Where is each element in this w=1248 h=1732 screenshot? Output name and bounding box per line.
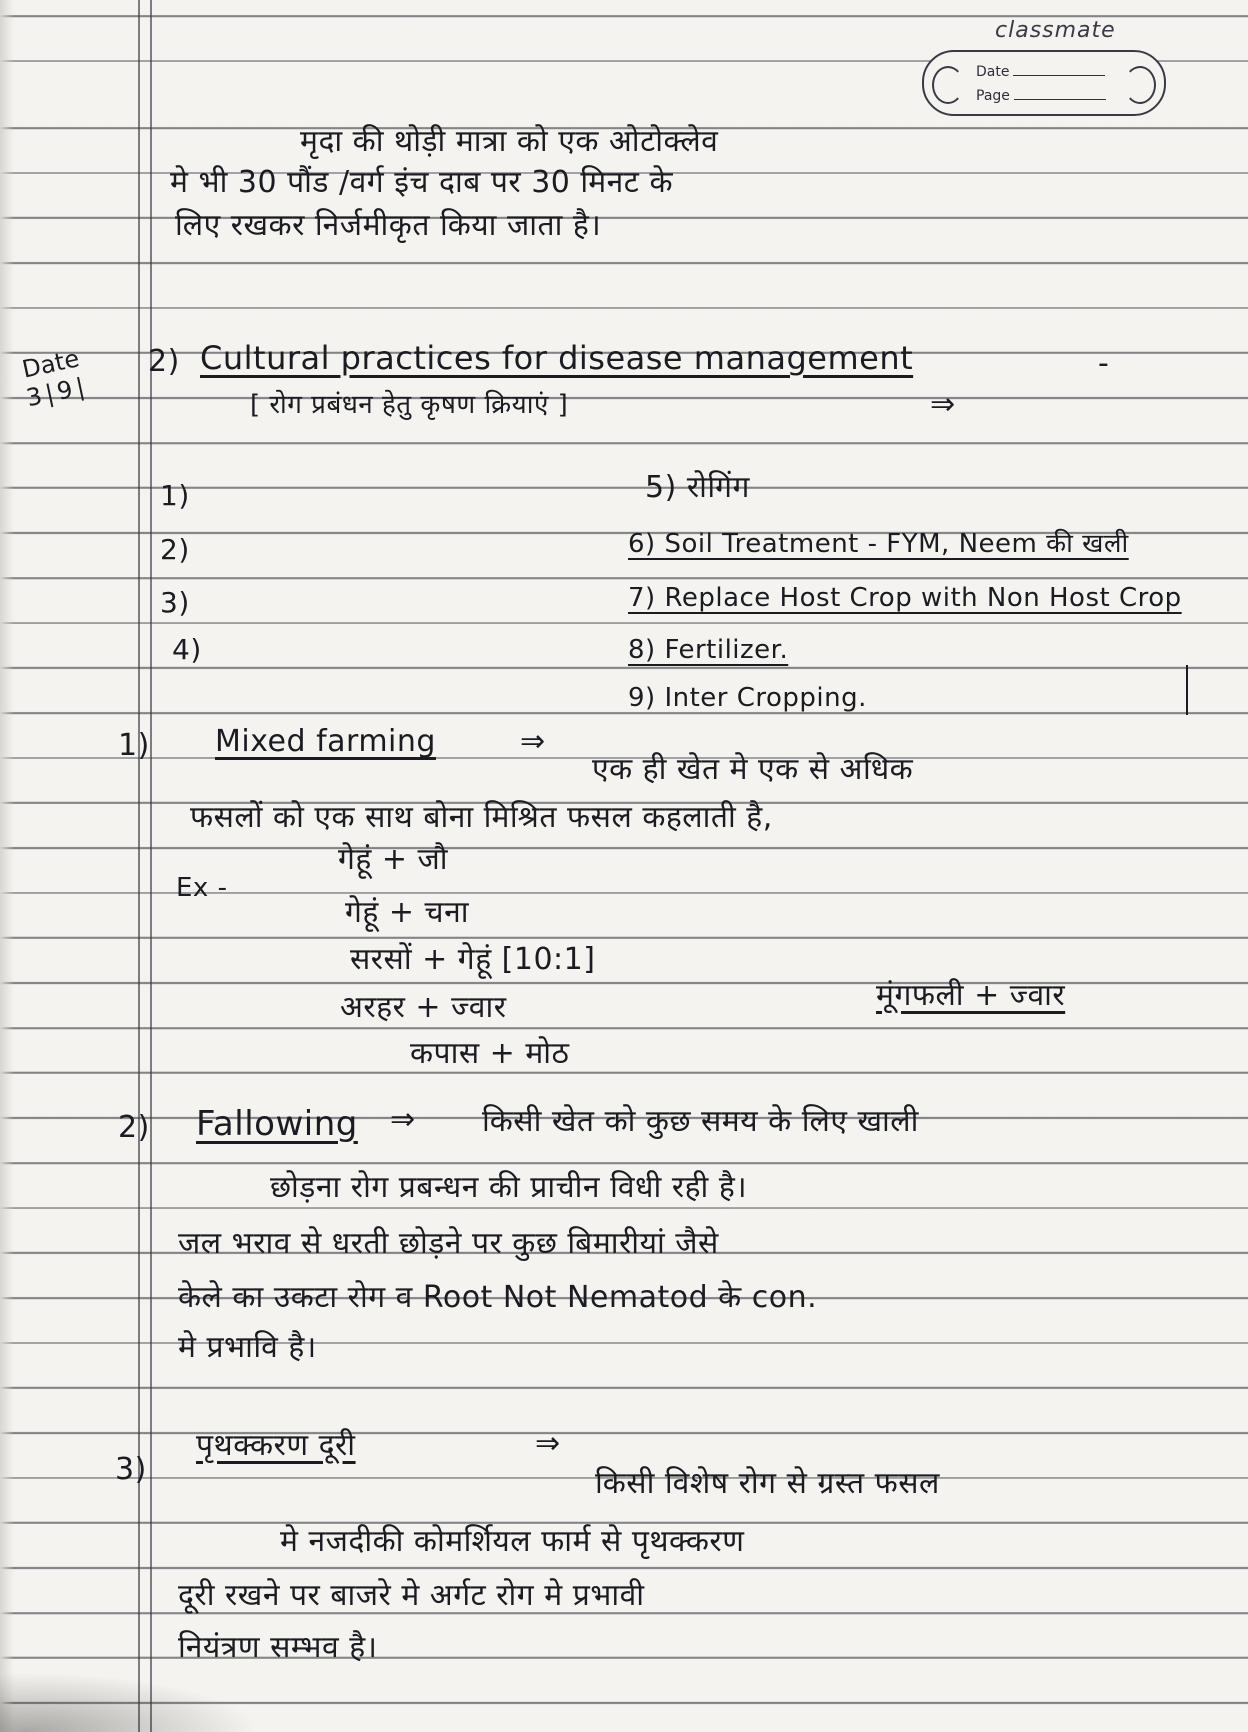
isolation-arrow: ⇒ xyxy=(535,1426,561,1461)
isolation-line-4: नियंत्रण सम्भव है। xyxy=(178,1630,378,1665)
isolation-line-1: किसी विशेष रोग से ग्रस्त फसल xyxy=(595,1466,940,1501)
mixed-text-2: फसलों को एक साथ बोना मिश्रित फसल कहलाती है, xyxy=(190,800,773,835)
list-item-9: 9) Inter Cropping. xyxy=(628,683,867,713)
list-num-4: 4) xyxy=(172,633,202,666)
isolation-line-2: मे नजदीकी कोमर्शियल फार्म से पृथक्करण xyxy=(280,1524,745,1559)
mixed-title: Mixed farming xyxy=(215,724,436,759)
fallowing-line-5: मे प्रभावि है। xyxy=(178,1330,317,1365)
brand-logo: classmate xyxy=(995,18,1116,43)
list-item-8: 8) Fertilizer. xyxy=(628,635,789,665)
ex-label: Ex - xyxy=(176,873,228,903)
isolation-title: पृथक्करण दूरी xyxy=(196,1428,356,1463)
page-field: Page xyxy=(976,88,1106,104)
page-edge-shadow xyxy=(0,0,14,1732)
section-dash: - xyxy=(1098,346,1110,381)
date-field: Date xyxy=(976,64,1105,80)
example-1: गेहूं + जौ xyxy=(338,842,449,877)
side-date-value: 3|9| xyxy=(23,371,91,413)
example-2: गेहूं + चना xyxy=(345,895,469,930)
list-num-2: 2) xyxy=(160,533,190,566)
intro-line-2: मे भी 30 पौंड /वर्ग इंच दाब पर 30 मिनट के xyxy=(170,165,673,200)
list-num-3: 3) xyxy=(160,586,190,619)
date-page-box xyxy=(922,50,1166,116)
side-date-label: Date xyxy=(19,344,82,384)
intro-line-3: लिए रखकर निर्जमीकृत किया जाता है। xyxy=(175,208,602,243)
list-item-6: 6) Soil Treatment - FYM, Neem की खली xyxy=(628,529,1129,559)
mixed-arrow: ⇒ xyxy=(520,724,546,759)
list-item-5: 5) रोगिंग xyxy=(645,470,750,505)
isolation-number: 3) xyxy=(115,1452,147,1487)
mixed-number: 1) xyxy=(118,728,150,763)
fallowing-line-1: किसी खेत को कुछ समय के लिए खाली xyxy=(482,1104,919,1139)
margin-line xyxy=(150,0,152,1732)
example-3: सरसों + गेहूं [10:1] xyxy=(350,942,596,977)
box-curl-right-icon xyxy=(1124,66,1156,104)
fallowing-arrow: ⇒ xyxy=(390,1102,416,1137)
mixed-text-1: एक ही खेत मे एक से अधिक xyxy=(592,752,914,787)
fallowing-line-4: केले का उकटा रोग व Root Not Nematod के con. xyxy=(178,1280,818,1315)
list-num-1: 1) xyxy=(160,479,190,512)
fallowing-title: Fallowing xyxy=(196,1104,358,1144)
box-curl-left-icon xyxy=(932,66,964,104)
section-subtitle: [ रोग प्रबंधन हेतु कृषण क्रियाएं ] xyxy=(250,390,569,420)
fallowing-line-3: जल भराव से धरती छोड़ने पर कुछ बिमारीयां जैसे xyxy=(178,1226,719,1261)
section-title: Cultural practices for disease management xyxy=(200,339,914,377)
bracket-line xyxy=(1186,665,1188,715)
page-corner-shadow xyxy=(0,1672,260,1732)
section-arrow: ⇒ xyxy=(930,387,956,422)
example-4: अरहर + ज्वार xyxy=(340,990,507,1025)
section-number: 2) xyxy=(148,344,180,379)
fallowing-line-2: छोड़ना रोग प्रबन्धन की प्राचीन विधी रही है। xyxy=(270,1170,748,1205)
example-5: कपास + मोठ xyxy=(410,1036,570,1071)
isolation-line-3: दूरी रखने पर बाजरे मे अर्गट रोग मे प्रभावी xyxy=(178,1578,645,1613)
side-example: मूंगफली + ज्वार xyxy=(876,978,1066,1013)
list-item-7: 7) Replace Host Crop with Non Host Crop xyxy=(628,583,1182,613)
fallowing-number: 2) xyxy=(118,1110,150,1145)
intro-line-1: मृदा की थोड़ी मात्रा को एक ओटोक्लेव xyxy=(300,124,719,159)
